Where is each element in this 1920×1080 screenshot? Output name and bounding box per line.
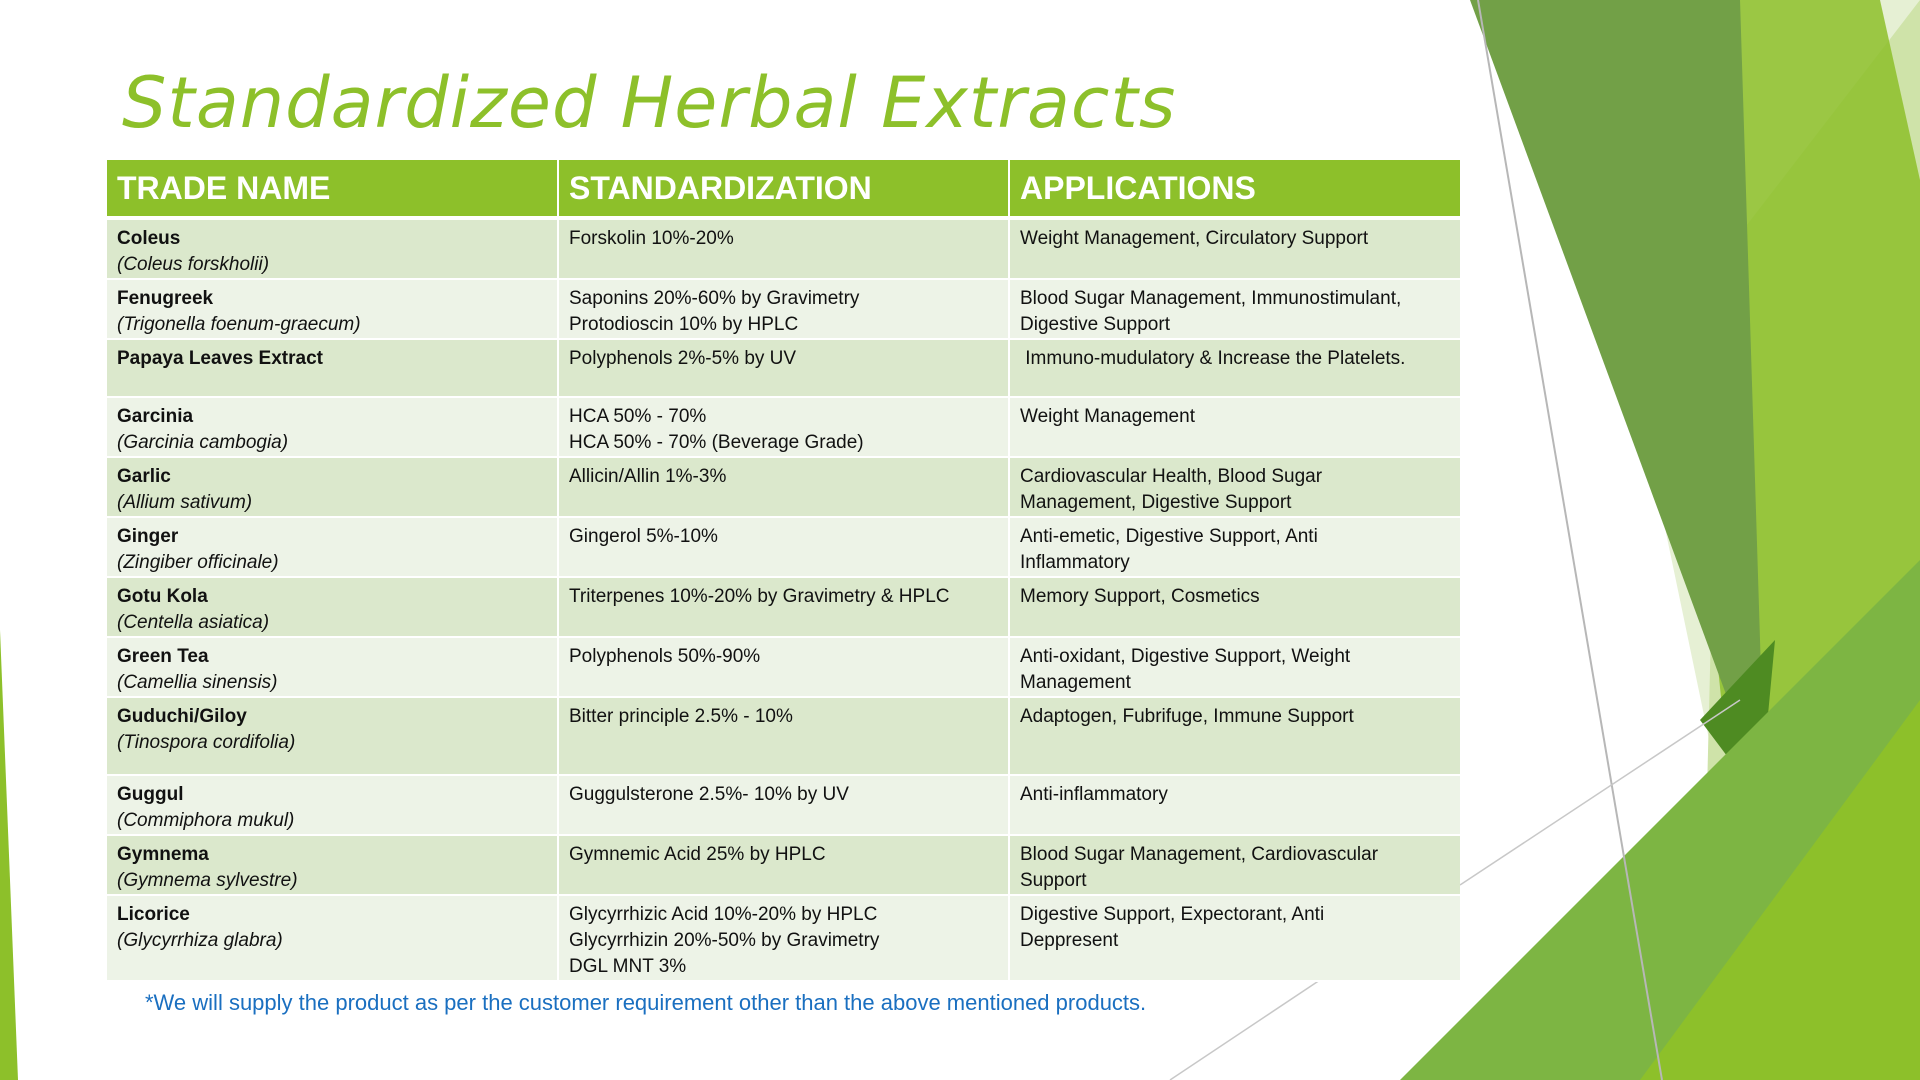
trade-name-cell xyxy=(107,457,558,517)
standardization-cell xyxy=(558,517,1009,577)
applications-cell xyxy=(1009,697,1460,775)
trade-name-cell xyxy=(107,835,558,895)
application-line: Adaptogen, Fubrifuge, Immune Support xyxy=(1020,706,1354,727)
standardization-line: Glycyrrhizic Acid 10%-20% by HPLC xyxy=(569,904,878,925)
standardization-cell xyxy=(558,397,1009,457)
standardization-line: Polyphenols 50%-90% xyxy=(569,646,761,667)
trade-name-cell xyxy=(107,697,558,775)
standardization-cell xyxy=(558,457,1009,517)
botanical-name: (Zingiber officinale) xyxy=(117,552,279,573)
trade-name: Green Tea xyxy=(117,646,209,667)
trade-name: Garlic xyxy=(117,466,171,487)
botanical-name: (Garcinia cambogia) xyxy=(117,432,289,453)
botanical-name: (Camellia sinensis) xyxy=(117,672,278,693)
bg-dark-facet xyxy=(1470,0,1765,800)
application-line: Immuno-mudulatory & Increase the Platelets. xyxy=(1020,348,1406,369)
application-line: Support xyxy=(1020,870,1087,891)
botanical-name: (Trigonella foenum-graecum) xyxy=(117,314,361,335)
trade-name-cell xyxy=(107,517,558,577)
trade-name-cell xyxy=(107,279,558,339)
table-row xyxy=(107,218,1460,279)
standardization-line: Gymnemic Acid 25% by HPLC xyxy=(569,844,826,865)
table-header-row xyxy=(107,160,1460,218)
standardization-cell xyxy=(558,339,1009,397)
standardization-cell xyxy=(558,637,1009,697)
application-line: Digestive Support, Expectorant, Anti xyxy=(1020,904,1325,925)
application-line: Anti-inflammatory xyxy=(1020,784,1168,805)
table-body xyxy=(107,218,1460,981)
table-row xyxy=(107,697,1460,775)
botanical-name: (Commiphora mukul) xyxy=(117,810,295,831)
trade-name: Fenugreek xyxy=(117,288,214,309)
standardization-line: HCA 50% - 70% (Beverage Grade) xyxy=(569,432,864,453)
application-line: Management, Digestive Support xyxy=(1020,492,1292,513)
standardization-line: DGL MNT 3% xyxy=(569,956,687,977)
standardization-cell xyxy=(558,775,1009,835)
botanical-name: (Allium sativum) xyxy=(117,492,253,513)
bg-thin-line-3 xyxy=(1170,970,1335,1080)
application-line: Deppresent xyxy=(1020,930,1119,951)
standardization-line: Guggulsterone 2.5%- 10% by UV xyxy=(569,784,849,805)
trade-name: Guggul xyxy=(117,784,184,805)
application-line: Blood Sugar Management, Cardiovascular xyxy=(1020,844,1379,865)
header-applications: APPLICATIONS xyxy=(1009,160,1460,218)
header-trade-name: TRADE NAME xyxy=(107,160,558,218)
trade-name-cell xyxy=(107,339,558,397)
standardization-line: HCA 50% - 70% xyxy=(569,406,707,427)
standardization-line: Polyphenols 2%-5% by UV xyxy=(569,348,797,369)
footnote: *We will supply the product as per the customer requirement other than the above mentioned products. xyxy=(145,990,1147,1015)
trade-name-cell xyxy=(107,397,558,457)
botanical-name: (Coleus forskholii) xyxy=(117,254,270,275)
table-row xyxy=(107,895,1460,981)
table-row xyxy=(107,397,1460,457)
application-line: Weight Management xyxy=(1020,406,1195,427)
application-line: Management xyxy=(1020,672,1131,693)
standardization-cell xyxy=(558,279,1009,339)
header-standardization: STANDARDIZATION xyxy=(558,160,1009,218)
trade-name-cell xyxy=(107,895,558,981)
standardization-line: Forskolin 10%-20% xyxy=(569,228,734,249)
trade-name-cell xyxy=(107,637,558,697)
application-line: Digestive Support xyxy=(1020,314,1170,335)
applications-cell xyxy=(1009,218,1460,279)
applications-cell xyxy=(1009,279,1460,339)
standardization-line: Triterpenes 10%-20% by Gravimetry & HPLC xyxy=(569,586,950,607)
standardization-line: Protodioscin 10% by HPLC xyxy=(569,314,799,335)
application-line: Blood Sugar Management, Immunostimulant, xyxy=(1020,288,1402,309)
standardization-cell xyxy=(558,835,1009,895)
applications-cell xyxy=(1009,637,1460,697)
application-line: Anti-oxidant, Digestive Support, Weight xyxy=(1020,646,1351,667)
table-row xyxy=(107,339,1460,397)
standardization-cell xyxy=(558,218,1009,279)
standardization-line: Glycyrrhizin 20%-50% by Gravimetry xyxy=(569,930,880,951)
botanical-name: (Gymnema sylvestre) xyxy=(117,870,298,891)
standardization-cell xyxy=(558,577,1009,637)
trade-name: Guduchi/Giloy xyxy=(117,706,247,727)
trade-name-cell xyxy=(107,775,558,835)
table-row xyxy=(107,577,1460,637)
application-line: Weight Management, Circulatory Support xyxy=(1020,228,1369,249)
standardization-cell xyxy=(558,895,1009,981)
trade-name: Ginger xyxy=(117,526,179,547)
trade-name: Coleus xyxy=(117,228,181,249)
applications-cell xyxy=(1009,457,1460,517)
bg-left-accent xyxy=(0,630,18,1080)
table-row xyxy=(107,517,1460,577)
standardization-line: Allicin/Allin 1%-3% xyxy=(569,466,727,487)
applications-cell xyxy=(1009,835,1460,895)
application-line: Anti-emetic, Digestive Support, Anti xyxy=(1020,526,1318,547)
trade-name-cell xyxy=(107,218,558,279)
table-row xyxy=(107,835,1460,895)
trade-name: Gymnema xyxy=(117,844,209,865)
botanical-name: (Centella asiatica) xyxy=(117,612,270,633)
applications-cell xyxy=(1009,775,1460,835)
table-row xyxy=(107,457,1460,517)
standardization-line: Bitter principle 2.5% - 10% xyxy=(569,706,793,727)
trade-name: Papaya Leaves Extract xyxy=(117,348,323,369)
trade-name: Garcinia xyxy=(117,406,194,427)
applications-cell xyxy=(1009,339,1460,397)
application-line: Inflammatory xyxy=(1020,552,1130,573)
herbal-extracts-table xyxy=(107,160,1460,982)
applications-cell xyxy=(1009,895,1460,981)
standardization-line: Saponins 20%-60% by Gravimetry xyxy=(569,288,860,309)
trade-name: Licorice xyxy=(117,904,190,925)
botanical-name: (Glycyrrhiza glabra) xyxy=(117,930,283,951)
page-title: Standardized Herbal Extracts xyxy=(122,62,1177,144)
applications-cell xyxy=(1009,517,1460,577)
applications-cell xyxy=(1009,577,1460,637)
standardization-cell xyxy=(558,697,1009,775)
application-line: Memory Support, Cosmetics xyxy=(1020,586,1260,607)
table-row xyxy=(107,279,1460,339)
trade-name: Gotu Kola xyxy=(117,586,208,607)
trade-name-cell xyxy=(107,577,558,637)
table-row xyxy=(107,637,1460,697)
botanical-name: (Tinospora cordifolia) xyxy=(117,732,296,753)
standardization-line: Gingerol 5%-10% xyxy=(569,526,718,547)
application-line: Cardiovascular Health, Blood Sugar xyxy=(1020,466,1323,487)
table-row xyxy=(107,775,1460,835)
applications-cell xyxy=(1009,397,1460,457)
